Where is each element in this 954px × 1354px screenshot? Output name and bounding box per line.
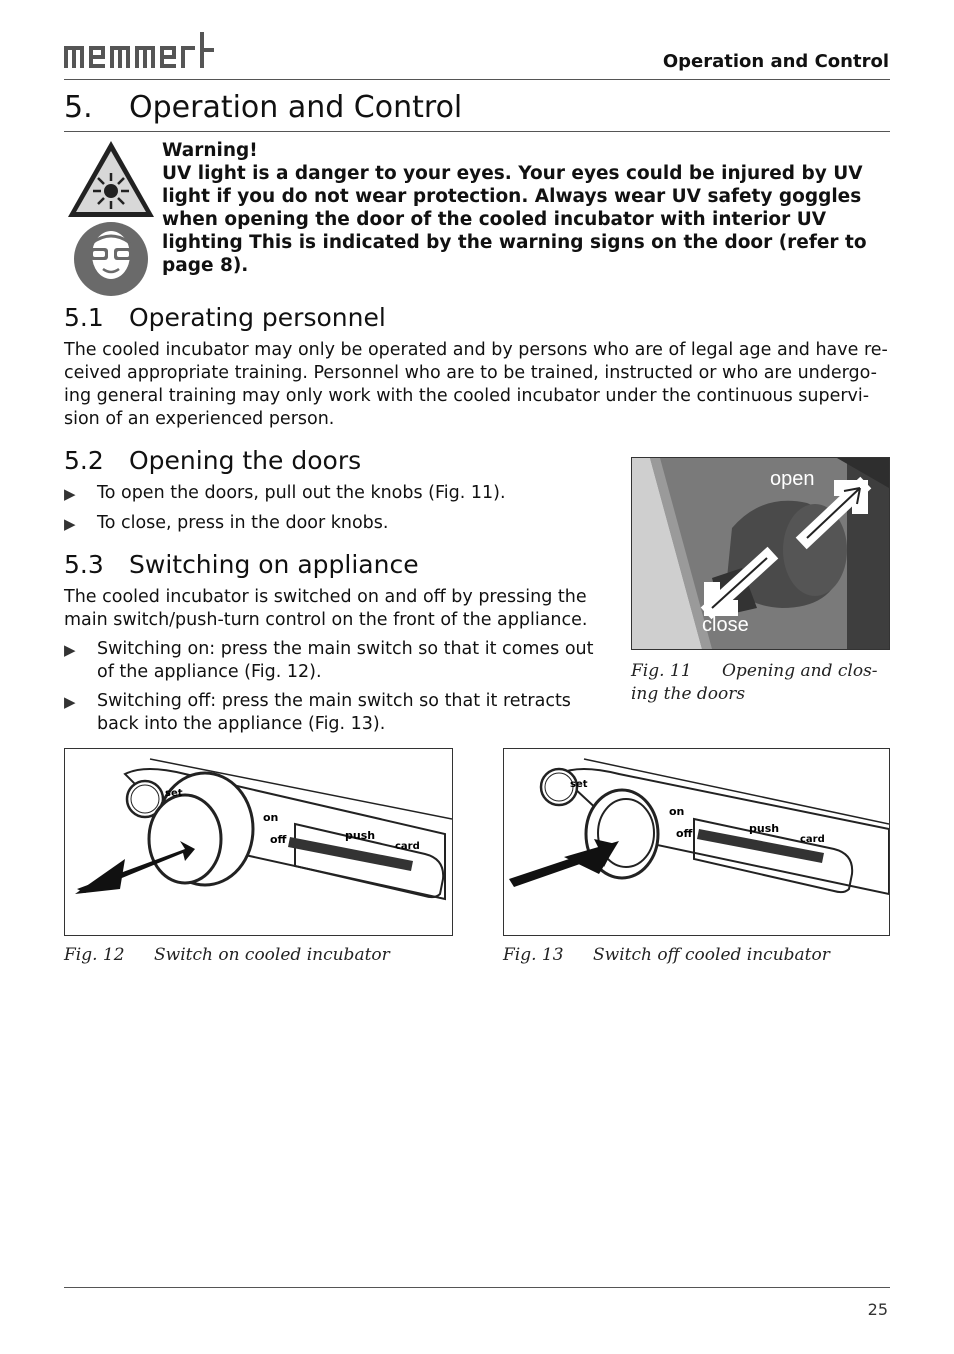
section-number: 5.2 bbox=[64, 446, 104, 475]
warning-icons bbox=[66, 139, 156, 299]
bullet-item bbox=[64, 512, 604, 536]
bullet-text: To open the doors, pull out the knobs (Fig. 11). bbox=[97, 483, 506, 503]
section-title: Opening the doors bbox=[129, 446, 362, 475]
safety-goggles-icon bbox=[74, 222, 148, 296]
panel-set-label: set bbox=[165, 788, 183, 799]
panel-on-label: on bbox=[263, 811, 279, 824]
play-arrow-icon: ▶ bbox=[64, 485, 76, 503]
panel-on-label: on bbox=[669, 805, 685, 818]
figure-13-number: Fig. 13 bbox=[503, 945, 564, 965]
figure-11-caption: Opening and clos- bbox=[722, 661, 878, 681]
panel-card-label: card bbox=[800, 834, 825, 845]
figure-13-caption: Switch off cooled incubator bbox=[593, 945, 830, 965]
figure-12-caption: Switch on cooled incubator bbox=[154, 945, 390, 965]
panel-push-label: push bbox=[749, 822, 780, 835]
section-number: 5.1 bbox=[64, 303, 104, 332]
warning-label: Warning! bbox=[162, 140, 258, 161]
panel-off-label: off bbox=[676, 827, 693, 840]
chapter-title: Operation and Control bbox=[129, 90, 463, 125]
bullet-item bbox=[64, 482, 604, 506]
header-rule bbox=[64, 79, 890, 80]
figure-11-caption-cont: ing the doors bbox=[631, 684, 746, 704]
bullet-text: To close, press in the door knobs. bbox=[97, 513, 389, 533]
section-title: Switching on appliance bbox=[129, 550, 419, 579]
bullet-text: Switching off: press the main switch so that it retracts back into the appliance (Fig. 13). bbox=[97, 691, 571, 734]
panel-set-label: set bbox=[570, 779, 588, 790]
figure-11-open-label: open bbox=[770, 468, 815, 490]
section-number: 5.3 bbox=[64, 550, 104, 579]
section-body: The cooled incubator may only be operated and by persons who are of legal age and have re-ceived appropriate training. Personnel who are to be trained, instructed or who are undergo-ing general training may only work with the cooled incubator under the continuous supervi-sion of an experienced person. bbox=[64, 340, 888, 429]
running-header-title: Operation and Control bbox=[662, 51, 889, 72]
figure-13-switch-off bbox=[503, 748, 890, 936]
figure-11-number: Fig. 11 bbox=[631, 661, 692, 681]
panel-card-label: card bbox=[395, 841, 420, 852]
page-number: 25 bbox=[867, 1300, 888, 1319]
play-arrow-icon: ▶ bbox=[64, 693, 76, 711]
bullet-item bbox=[64, 638, 599, 684]
figure-11-close-label: close bbox=[702, 614, 749, 636]
figure-11-door-knob-photo bbox=[631, 457, 890, 650]
figure-12-number: Fig. 12 bbox=[64, 945, 125, 965]
bullet-text: Switching on: press the main switch so that it comes out of the appliance (Fig. 12). bbox=[97, 639, 594, 682]
panel-push-label: push bbox=[345, 829, 376, 842]
section-title: Operating personnel bbox=[129, 303, 386, 332]
memmert-logo bbox=[64, 32, 216, 72]
bullet-item bbox=[64, 690, 599, 736]
warning-text: UV light is a danger to your eyes. Your eyes could be injured by UV light if you do not wear protection. Always wear UV safety goggles when opening the door of the cooled incubator with interior UV lighting This is indicated by the warning signs on the door (refer to page 8). bbox=[162, 163, 867, 276]
chapter-number: 5. bbox=[64, 90, 93, 125]
footer-rule bbox=[64, 1287, 890, 1288]
panel-off-label: off bbox=[270, 833, 287, 846]
section-body: The cooled incubator is switched on and off by pressing the main switch/push-turn control on the front of the appliance. bbox=[64, 587, 588, 630]
chapter-rule bbox=[64, 131, 890, 132]
uv-warning-triangle-icon bbox=[68, 141, 154, 217]
warning-block bbox=[162, 139, 890, 277]
play-arrow-icon: ▶ bbox=[64, 641, 76, 659]
play-arrow-icon: ▶ bbox=[64, 515, 76, 533]
figure-12-switch-on bbox=[64, 748, 453, 936]
